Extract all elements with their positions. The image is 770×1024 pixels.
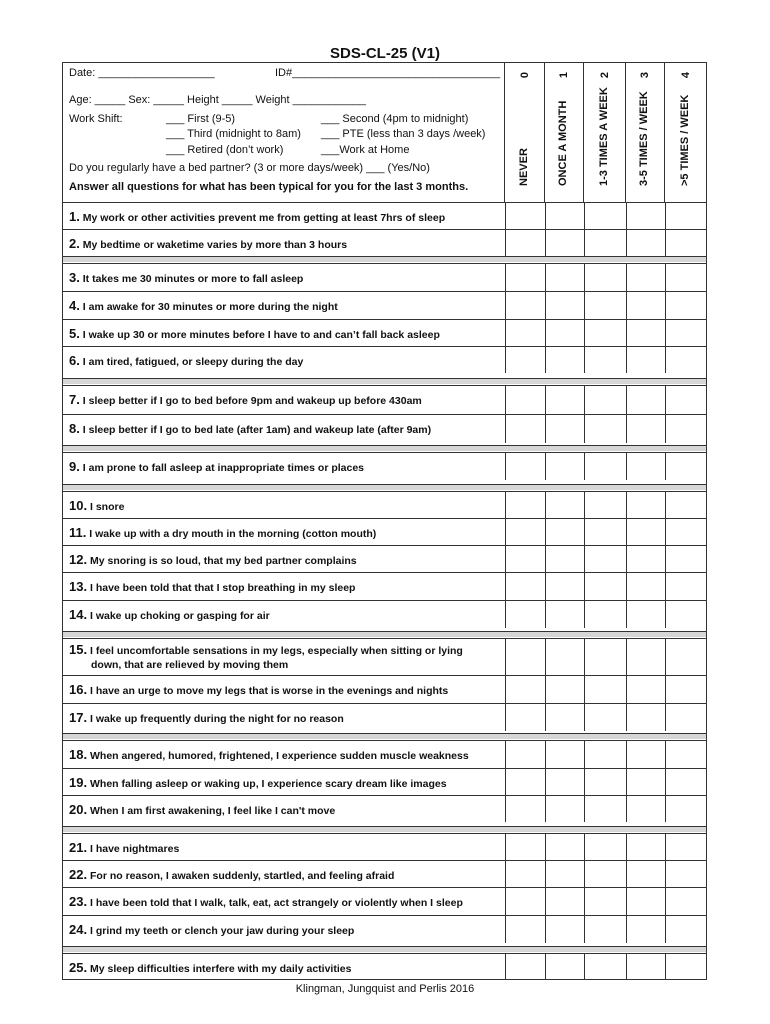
- answer-cell-2[interactable]: [584, 573, 627, 600]
- question-text: [69, 747, 469, 762]
- section-divider: [63, 733, 706, 739]
- question-number: 25.: [69, 960, 88, 975]
- question-number: 1.: [69, 209, 80, 224]
- question-text: [69, 802, 335, 817]
- question-number: 12.: [69, 552, 88, 567]
- answer-cell-3[interactable]: [626, 347, 666, 373]
- question-row: [63, 202, 706, 229]
- question-row: [63, 638, 706, 675]
- answer-cell-3[interactable]: [626, 601, 666, 628]
- question-row: [63, 572, 706, 600]
- answer-cell-0[interactable]: [505, 639, 546, 675]
- answer-cell-3[interactable]: [626, 954, 666, 980]
- answer-cell-1[interactable]: [545, 492, 585, 518]
- question-text: [69, 326, 440, 341]
- question-label: My sleep difficulties interfere with my daily activities: [90, 963, 352, 975]
- answer-cell-3[interactable]: [626, 519, 666, 545]
- answer-cell-3[interactable]: [626, 230, 666, 256]
- question-row: [63, 860, 706, 887]
- question-label: I wake up frequently during the night for no reason: [90, 713, 344, 725]
- column-label: 1-3 TIMES A WEEK: [597, 87, 610, 186]
- question-number: 11.: [69, 525, 87, 540]
- answer-cell-1[interactable]: [545, 861, 585, 887]
- answer-cell-1[interactable]: [545, 704, 585, 731]
- answer-cell-3[interactable]: [626, 453, 666, 480]
- answer-cell-1[interactable]: [545, 292, 585, 319]
- question-label: I am prone to fall asleep at inappropriate times or places: [82, 462, 365, 474]
- question-row: [63, 740, 706, 768]
- answer-cell-0[interactable]: [505, 347, 546, 373]
- column-score: 1: [558, 71, 570, 79]
- answer-cell-2[interactable]: [584, 320, 627, 346]
- bed-partner-question[interactable]: Do you regularly have a bed partner? (3 or more days/week) ___ (Yes/No): [69, 162, 430, 174]
- answer-cell-4[interactable]: [665, 573, 707, 600]
- answer-cell-2[interactable]: [584, 386, 627, 414]
- column-header-1: [545, 63, 584, 202]
- answer-cell-0[interactable]: [505, 519, 546, 545]
- answer-cell-0[interactable]: [505, 861, 546, 887]
- question-number: 19.: [69, 775, 88, 790]
- answer-cell-4[interactable]: [665, 639, 707, 675]
- answer-cell-4[interactable]: [665, 601, 707, 628]
- question-label: I am tired, fatigued, or sleepy during the day: [82, 356, 304, 368]
- answer-cell-1[interactable]: [545, 834, 585, 860]
- answer-cell-2[interactable]: [584, 834, 627, 860]
- answer-cell-0[interactable]: [505, 492, 546, 518]
- question-label: I have an urge to move my legs that is worse in the evenings and nights: [90, 685, 449, 697]
- answer-cell-3[interactable]: [626, 292, 666, 319]
- answer-cell-4[interactable]: [665, 320, 707, 346]
- answer-cell-0[interactable]: [505, 796, 546, 822]
- question-text: [69, 579, 355, 594]
- column-header-3: [626, 63, 665, 202]
- question-number: 10.: [69, 498, 88, 513]
- question-label: I wake up choking or gasping for air: [90, 610, 270, 622]
- question-label-continued: down, that are relieved by moving them: [91, 659, 289, 671]
- question-text: [69, 236, 347, 251]
- answer-cell-4[interactable]: [665, 230, 707, 256]
- answer-cell-1[interactable]: [545, 954, 585, 980]
- question-label: I sleep better if I go to bed before 9pm and wakeup up before 430am: [82, 395, 422, 407]
- shift-third-option[interactable]: ___ Third (midnight to 8am): [166, 128, 301, 140]
- question-text: [69, 840, 179, 855]
- answer-cell-3[interactable]: [626, 676, 666, 703]
- question-label: My bedtime or waketime varies by more than 3 hours: [82, 239, 348, 251]
- question-text: [69, 894, 463, 909]
- answer-cell-1[interactable]: [545, 347, 585, 373]
- question-number: 24.: [69, 922, 88, 937]
- answer-cell-0[interactable]: [505, 834, 546, 860]
- answer-cell-4[interactable]: [665, 203, 707, 229]
- answer-cell-3[interactable]: [626, 639, 666, 675]
- question-text: [69, 270, 303, 285]
- answer-cell-4[interactable]: [665, 834, 707, 860]
- answer-cell-0[interactable]: [505, 415, 546, 443]
- shift-home-option[interactable]: ___Work at Home: [321, 144, 410, 156]
- question-text: [69, 867, 394, 882]
- question-text: [69, 209, 445, 224]
- answer-cell-2[interactable]: [584, 415, 627, 443]
- answer-cell-3[interactable]: [626, 264, 666, 291]
- question-number: 3.: [69, 270, 80, 285]
- question-label: I sleep better if I go to bed late (after 1am) and wakeup late (after 9am): [82, 424, 432, 436]
- answer-cell-4[interactable]: [665, 347, 707, 373]
- age-sex-height-weight[interactable]: Age: _____ Sex: _____ Height _____ Weight ____________: [69, 94, 367, 106]
- answer-cell-1[interactable]: [545, 386, 585, 414]
- question-number: 21.: [69, 840, 88, 855]
- answer-cell-4[interactable]: [665, 519, 707, 545]
- question-text: [69, 459, 364, 474]
- answer-cell-4[interactable]: [665, 453, 707, 480]
- question-number: 14.: [69, 607, 88, 622]
- answer-cell-1[interactable]: [545, 769, 585, 795]
- question-label: My work or other activities prevent me from getting at least 7hrs of sleep: [82, 212, 446, 224]
- answer-cell-0[interactable]: [505, 573, 546, 600]
- column-label: >5 TIMES / WEEK: [678, 94, 691, 186]
- question-number: 18.: [69, 747, 88, 762]
- answer-cell-1[interactable]: [545, 519, 585, 545]
- question-text: [69, 775, 447, 790]
- answer-cell-2[interactable]: [584, 230, 627, 256]
- answer-cell-2[interactable]: [584, 601, 627, 628]
- answer-cell-1[interactable]: [545, 676, 585, 703]
- answer-cell-3[interactable]: [626, 386, 666, 414]
- answer-cell-1[interactable]: [545, 796, 585, 822]
- answer-cell-4[interactable]: [665, 676, 707, 703]
- answer-cell-2[interactable]: [584, 676, 627, 703]
- answer-cell-4[interactable]: [665, 415, 707, 443]
- question-text: [69, 710, 344, 725]
- question-label: I have been told that I walk, talk, eat, act strangely or violently when I sleep: [90, 897, 463, 909]
- column-score: 2: [598, 71, 611, 79]
- answer-cell-1[interactable]: [545, 601, 585, 628]
- question-number: 17.: [69, 710, 88, 725]
- shift-second-option[interactable]: ___ Second (4pm to midnight): [321, 113, 469, 125]
- answer-cell-0[interactable]: [505, 292, 546, 319]
- answer-cell-0[interactable]: [505, 769, 546, 795]
- question-row: [63, 887, 706, 915]
- answer-cell-2[interactable]: [584, 769, 627, 795]
- column-score: 3: [639, 71, 651, 79]
- answer-cell-4[interactable]: [665, 264, 707, 291]
- section-divider: [63, 378, 706, 384]
- answer-cell-1[interactable]: [545, 546, 585, 572]
- answer-cell-2[interactable]: [584, 203, 627, 229]
- question-text: [69, 498, 124, 513]
- answer-cell-0[interactable]: [505, 546, 546, 572]
- work-shift-label: Work Shift:: [69, 113, 123, 125]
- answer-cell-2[interactable]: [584, 492, 627, 518]
- section-divider: [63, 484, 706, 490]
- question-row: [63, 319, 706, 346]
- answer-cell-2[interactable]: [584, 916, 627, 943]
- questionnaire-table: [62, 62, 707, 980]
- question-label: I feel uncomfortable sensations in my legs, especially when sitting or lying: [90, 645, 463, 657]
- question-number: 15.: [69, 642, 88, 657]
- answer-cell-3[interactable]: [626, 320, 666, 346]
- question-label: When angered, humored, frightened, I experience sudden muscle weakness: [90, 750, 469, 762]
- column-score: 0: [518, 71, 531, 79]
- question-row: [63, 346, 706, 373]
- answer-cell-4[interactable]: [665, 292, 707, 319]
- shift-retired-option[interactable]: ___ Retired (don’t work): [166, 144, 284, 156]
- question-number: 22.: [69, 867, 88, 882]
- answer-cell-1[interactable]: [545, 639, 585, 675]
- question-number: 9.: [69, 459, 80, 474]
- answer-cell-2[interactable]: [584, 954, 627, 980]
- answer-cell-4[interactable]: [665, 386, 707, 414]
- answer-cell-4[interactable]: [665, 796, 707, 822]
- question-text: [69, 682, 448, 697]
- question-label: When I am first awakening, I feel like I can't move: [90, 805, 336, 817]
- answer-cell-1[interactable]: [545, 415, 585, 443]
- answer-cell-3[interactable]: [626, 415, 666, 443]
- answer-cell-0[interactable]: [505, 888, 546, 915]
- question-text: [69, 922, 354, 937]
- answer-cell-0[interactable]: [505, 676, 546, 703]
- question-text: [69, 525, 376, 540]
- answer-cell-3[interactable]: [626, 546, 666, 572]
- answer-cell-0[interactable]: [505, 601, 546, 628]
- section-divider: [63, 445, 706, 451]
- answer-cell-4[interactable]: [665, 954, 707, 980]
- answer-cell-3[interactable]: [626, 492, 666, 518]
- answer-cell-2[interactable]: [584, 292, 627, 319]
- answer-cell-1[interactable]: [545, 203, 585, 229]
- question-label: I have nightmares: [90, 843, 180, 855]
- question-text: [69, 607, 270, 622]
- answer-cell-3[interactable]: [626, 769, 666, 795]
- answer-cell-1[interactable]: [545, 573, 585, 600]
- question-row: [63, 491, 706, 518]
- form-title: SDS-CL-25 (V1): [329, 45, 441, 62]
- question-row: [63, 600, 706, 628]
- question-row: [63, 229, 706, 256]
- answer-cell-1[interactable]: [545, 230, 585, 256]
- question-row: [63, 953, 706, 980]
- section-divider: [63, 631, 706, 637]
- answer-cell-0[interactable]: [505, 916, 546, 943]
- question-label: I snore: [90, 501, 125, 513]
- question-label: For no reason, I awaken suddenly, startled, and feeling afraid: [90, 870, 395, 882]
- question-number: 4.: [69, 298, 80, 313]
- question-number: 6.: [69, 353, 80, 368]
- question-row: [63, 263, 706, 291]
- question-text: [69, 421, 431, 436]
- answer-cell-2[interactable]: [584, 347, 627, 373]
- answer-cell-2[interactable]: [584, 741, 627, 768]
- question-row: [63, 768, 706, 795]
- answer-cell-3[interactable]: [626, 916, 666, 943]
- answer-cell-1[interactable]: [545, 741, 585, 768]
- question-row: [63, 833, 706, 860]
- answer-cell-4[interactable]: [665, 916, 707, 943]
- section-divider: [63, 256, 706, 262]
- question-row: [63, 703, 706, 731]
- answer-cell-1[interactable]: [545, 888, 585, 915]
- question-row: [63, 452, 706, 480]
- answer-cell-2[interactable]: [584, 639, 627, 675]
- answer-cell-0[interactable]: [505, 203, 546, 229]
- column-header-4: [665, 63, 706, 202]
- answer-cell-0[interactable]: [505, 954, 546, 980]
- answer-cell-0[interactable]: [505, 741, 546, 768]
- column-score: 4: [679, 71, 692, 79]
- answer-cell-1[interactable]: [545, 320, 585, 346]
- shift-pte-option[interactable]: ___ PTE (less than 3 days /week): [321, 128, 486, 140]
- question-text: [69, 642, 463, 671]
- answer-cell-1[interactable]: [545, 453, 585, 480]
- answer-cell-2[interactable]: [584, 546, 627, 572]
- date-field[interactable]: Date: ___________________: [69, 67, 215, 79]
- answer-cell-0[interactable]: [505, 386, 546, 414]
- answer-cell-2[interactable]: [584, 704, 627, 731]
- answer-cell-0[interactable]: [505, 230, 546, 256]
- question-label: I grind my teeth or clench your jaw during your sleep: [90, 925, 355, 937]
- answer-cell-0[interactable]: [505, 320, 546, 346]
- question-text: [69, 353, 303, 368]
- question-label: My snoring is so loud, that my bed partner complains: [90, 555, 357, 567]
- answer-cell-0[interactable]: [505, 264, 546, 291]
- answer-cell-3[interactable]: [626, 834, 666, 860]
- question-row: [63, 414, 706, 443]
- question-label: When falling asleep or waking up, I experience scary dream like images: [90, 778, 447, 790]
- question-label: I wake up with a dry mouth in the morning (cotton mouth): [89, 528, 377, 540]
- answer-cell-3[interactable]: [626, 888, 666, 915]
- question-row: [63, 675, 706, 703]
- question-number: 2.: [69, 236, 80, 251]
- respondent-info: [63, 63, 505, 202]
- answer-cell-3[interactable]: [626, 704, 666, 731]
- question-row: [63, 545, 706, 572]
- answer-cell-4[interactable]: [665, 741, 707, 768]
- answer-cell-3[interactable]: [626, 573, 666, 600]
- column-header-2: [584, 63, 626, 202]
- question-number: 7.: [69, 392, 80, 407]
- answer-cell-2[interactable]: [584, 796, 627, 822]
- id-field[interactable]: ID#__________________________________: [275, 67, 501, 79]
- answer-cell-3[interactable]: [626, 203, 666, 229]
- answer-cell-4[interactable]: [665, 704, 707, 731]
- answer-cell-4[interactable]: [665, 546, 707, 572]
- question-number: 20.: [69, 802, 88, 817]
- answer-cell-1[interactable]: [545, 916, 585, 943]
- question-number: 16.: [69, 682, 88, 697]
- column-header-0: [505, 63, 545, 202]
- answer-cell-3[interactable]: [626, 741, 666, 768]
- answer-cell-2[interactable]: [584, 453, 627, 480]
- question-number: 23.: [69, 894, 88, 909]
- section-divider: [63, 826, 706, 832]
- question-label: I wake up 30 or more minutes before I have to and can’t fall back asleep: [82, 329, 440, 341]
- answer-cell-0[interactable]: [505, 453, 546, 480]
- column-label: NEVER: [517, 148, 530, 186]
- question-text: [69, 298, 338, 313]
- answer-cell-4[interactable]: [665, 769, 707, 795]
- question-number: 13.: [69, 579, 88, 594]
- question-text: [69, 392, 422, 407]
- column-label: ONCE A MONTH: [557, 100, 569, 186]
- answer-cell-0[interactable]: [505, 704, 546, 731]
- answer-cell-4[interactable]: [665, 492, 707, 518]
- question-row: [63, 385, 706, 414]
- answer-cell-2[interactable]: [584, 861, 627, 887]
- section-divider: [63, 946, 706, 952]
- question-number: 5.: [69, 326, 80, 341]
- question-label: It takes me 30 minutes or more to fall asleep: [82, 273, 304, 285]
- question-label: I am awake for 30 minutes or more during the night: [82, 301, 338, 313]
- answer-cell-3[interactable]: [626, 796, 666, 822]
- column-label: 3-5 TIMES / WEEK: [638, 91, 650, 186]
- answer-cell-2[interactable]: [584, 888, 627, 915]
- instruction-text: Answer all questions for what has been typical for you for the last 3 months.: [69, 181, 469, 193]
- question-text: [69, 960, 351, 975]
- question-label: I have been told that that I stop breathing in my sleep: [90, 582, 356, 594]
- footer-credits: Klingman, Jungquist and Perlis 2016: [295, 983, 475, 995]
- question-number: 8.: [69, 421, 80, 436]
- question-row: [63, 291, 706, 319]
- question-row: [63, 915, 706, 943]
- shift-first-option[interactable]: ___ First (9-5): [166, 113, 236, 125]
- answer-cell-2[interactable]: [584, 519, 627, 545]
- question-text: [69, 552, 357, 567]
- answer-cell-1[interactable]: [545, 264, 585, 291]
- question-row: [63, 518, 706, 545]
- question-row: [63, 795, 706, 822]
- answer-cell-2[interactable]: [584, 264, 627, 291]
- answer-cell-4[interactable]: [665, 888, 707, 915]
- answer-cell-4[interactable]: [665, 861, 707, 887]
- answer-cell-3[interactable]: [626, 861, 666, 887]
